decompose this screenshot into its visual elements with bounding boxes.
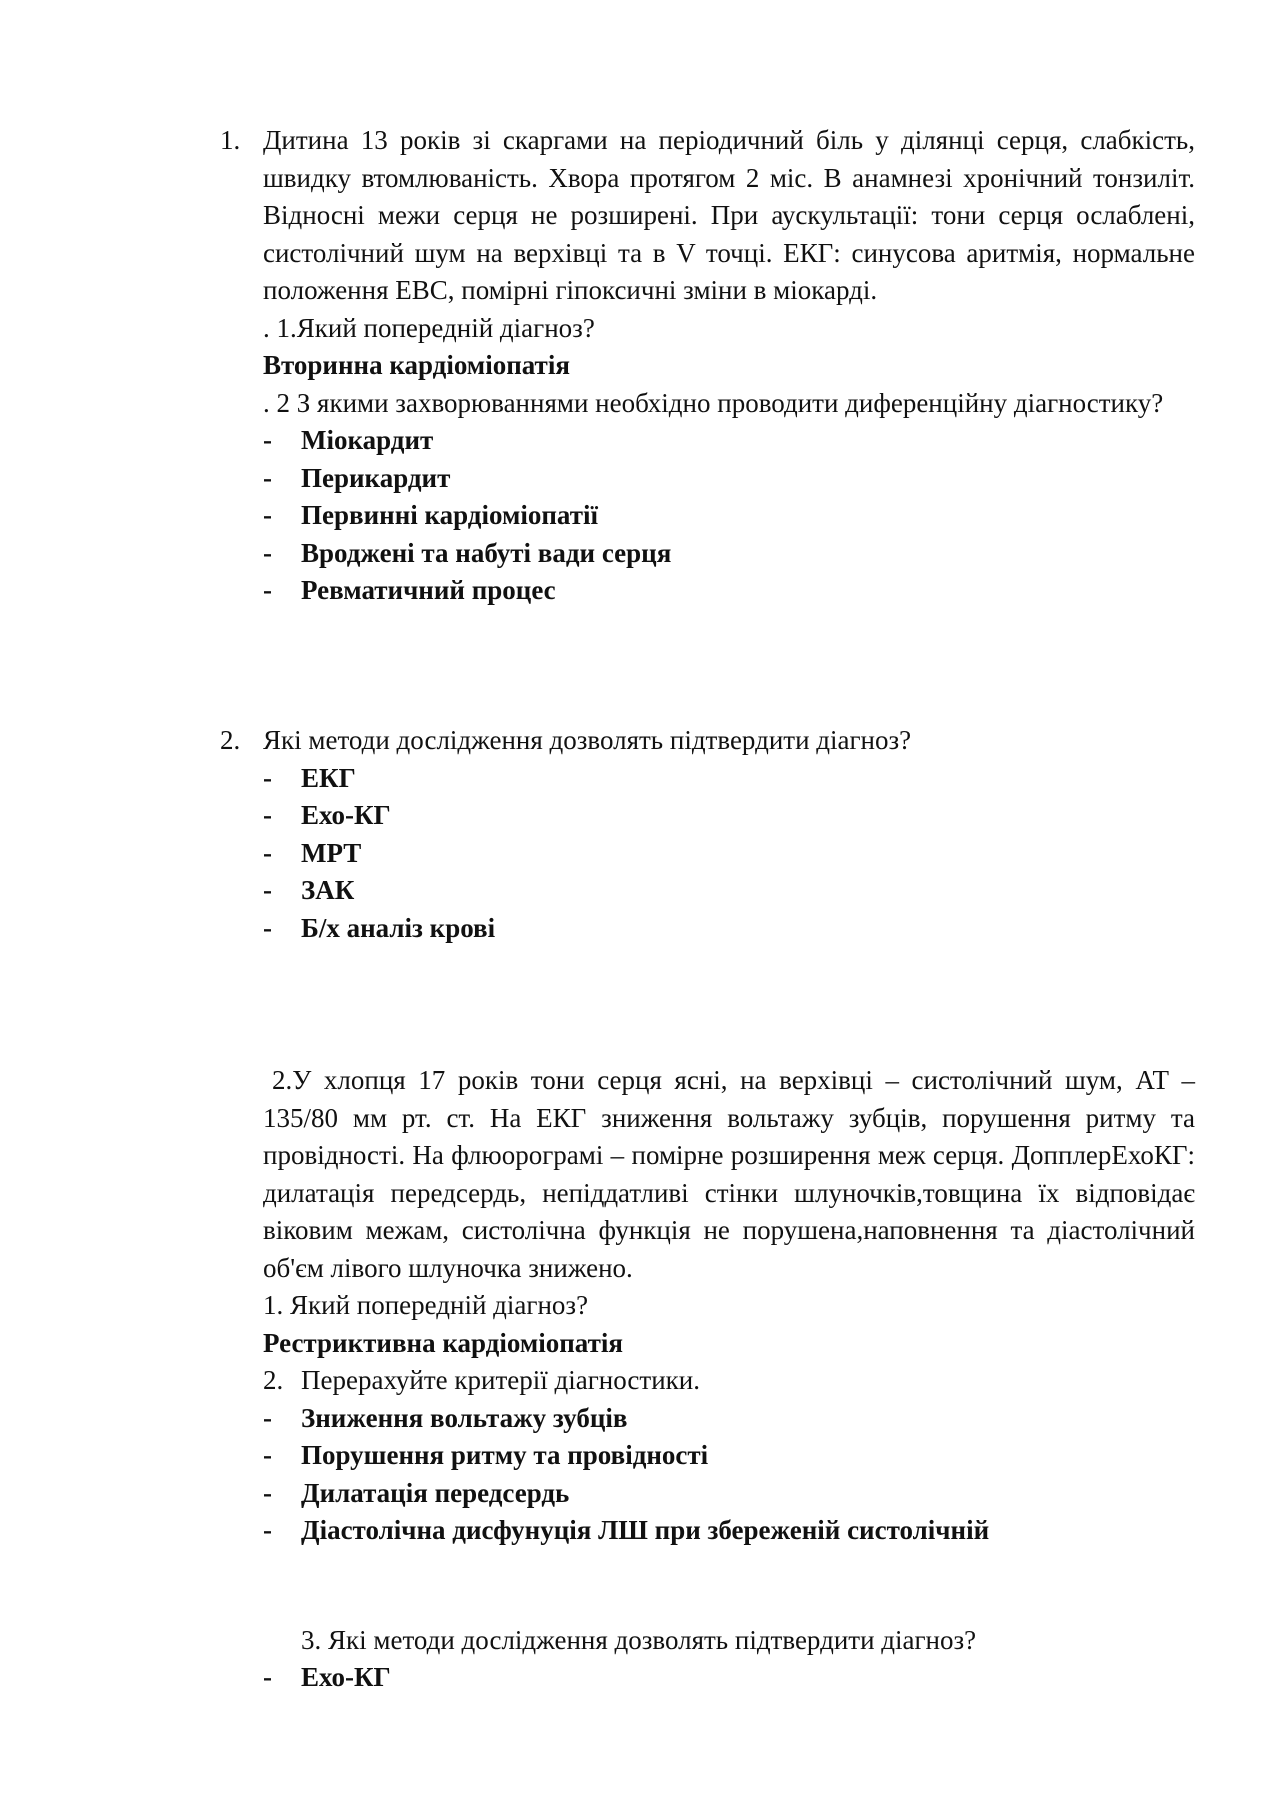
- methods-block: [263, 722, 1195, 947]
- methods-number: 2.: [220, 725, 241, 755]
- method-item: - Ехо-КГ: [263, 797, 1195, 835]
- bullet-dash: -: [263, 1662, 272, 1692]
- bullet-dash: -: [263, 500, 272, 530]
- case2-question-3: 3. Які методи дослідження дозволять підтвердити діагноз?: [301, 1625, 977, 1655]
- criteria-item: - Порушення ритму та провідності: [263, 1437, 1195, 1475]
- diff-item: - Міокардит: [263, 422, 1195, 460]
- case1-number: 1.: [220, 125, 241, 155]
- bullet-dash: -: [263, 800, 272, 830]
- case1-description: Дитина 13 років зі скаргами на періодичний біль у ділянці серця, слабкість, швидку втомлюваність. Хвора протягом 2 міс. В анамнезі хронічний тонзиліт. Відносні межи серця не розширені. При аускультації: тони серця ослаблені, систолічний шум на верхівці та в V точці. ЕКГ: синусова аритмія, нормальне положення ЕВС, помірні гіпоксичні зміни в міокарді.: [263, 125, 1195, 305]
- methods-question: Які методи дослідження дозволять підтвердити діагноз?: [263, 725, 912, 755]
- bullet-dash: -: [263, 837, 272, 868]
- bullet-dash: -: [263, 462, 272, 493]
- case2-question-2: 2. Перерахуйте критерії діагностики.: [263, 1365, 700, 1395]
- bullet-dash: -: [263, 875, 272, 905]
- method-item: - МРТ: [263, 835, 1195, 873]
- diff-item: - Первинні кардіоміопатії: [263, 497, 1195, 535]
- case2-description: 2.У хлопця 17 років тони серця ясні, на верхівці – систолічний шум, АТ – 135/80 мм рт. ст. На ЕКГ зниження вольтажу зубців, порушення ритму та провідності. На флюорограмі – помірне розширення меж серця. ДопплерЕхоКГ: дилатація передсердь, непіддатливі стінки шлуночків,товщина їх відповідає віковим межам, систолічна функція не порушена,наповнення та діастолічний об'єм лівого шлуночка знижено.: [263, 1065, 1195, 1283]
- bullet-dash: -: [263, 762, 272, 793]
- case1-question-2: . 2 З якими захворюваннями необхідно проводити диференційну діагностику?: [263, 387, 1164, 418]
- bullet-dash: -: [263, 1440, 272, 1470]
- case2-method-item: - Ехо-КГ: [263, 1659, 1195, 1697]
- method-item: - Б/х аналіз крові: [263, 910, 1195, 948]
- case1-block: [263, 122, 1195, 610]
- bullet-dash: -: [263, 912, 272, 943]
- bullet-dash: -: [263, 425, 272, 455]
- bullet-dash: -: [263, 1515, 272, 1545]
- case1-answer-1: Вторинна кардіоміопатія: [263, 350, 570, 380]
- criteria-item: - Діастолічна дисфунуція ЛШ при збереженій систолічній: [263, 1512, 1195, 1550]
- bullet-dash: -: [263, 1477, 272, 1508]
- diff-item: - Ревматичний процес: [263, 572, 1195, 610]
- criteria-item: - Дилатація передсердь: [263, 1475, 1195, 1513]
- bullet-dash: -: [263, 575, 272, 605]
- case2-methods-block: [263, 1659, 1195, 1697]
- case2-block: [263, 1062, 1195, 1550]
- diff-item: - Вроджені та набуті вади серця: [263, 535, 1195, 573]
- bullet-dash: -: [263, 537, 272, 568]
- method-item: - ЕКГ: [263, 760, 1195, 798]
- method-item: - ЗАК: [263, 872, 1195, 910]
- bullet-dash: -: [263, 1402, 272, 1433]
- diff-item: - Перикардит: [263, 460, 1195, 498]
- criteria-item: - Зниження вольтажу зубців: [263, 1400, 1195, 1438]
- case2-question-1: 1. Який попередній діагноз?: [263, 1290, 589, 1320]
- case2-answer-1: Рестриктивна кардіоміопатія: [263, 1327, 623, 1358]
- case1-question-1: . 1.Який попередній діагноз?: [263, 312, 595, 343]
